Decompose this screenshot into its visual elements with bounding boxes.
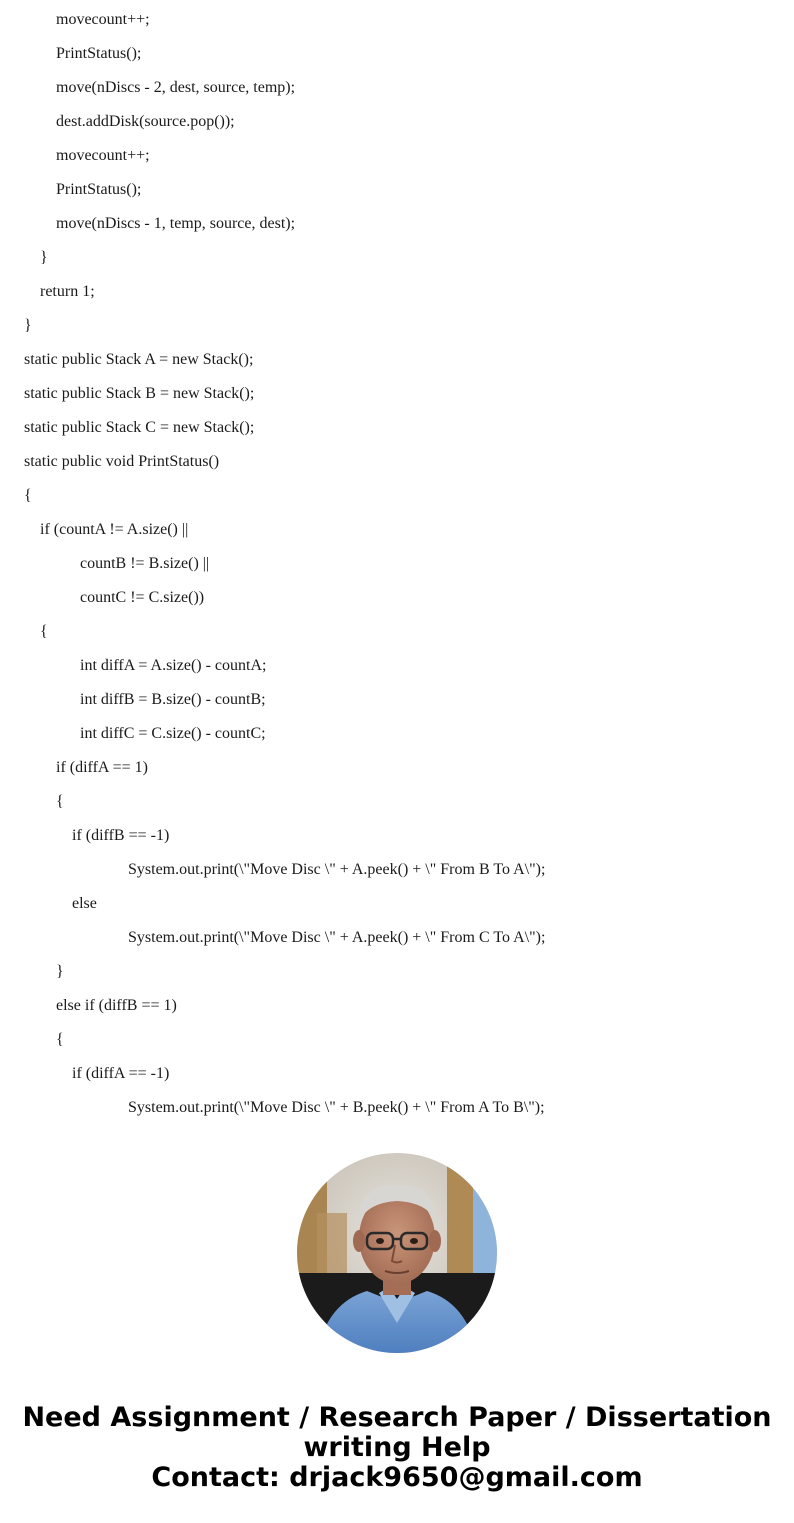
code-line: dest.addDisk(source.pop()); <box>56 113 235 130</box>
author-portrait-image <box>297 1153 497 1353</box>
code-line: return 1; <box>40 283 95 300</box>
code-line: movecount++; <box>56 11 150 28</box>
code-line: if (diffB == -1) <box>72 827 170 844</box>
code-line: countC != C.size()) <box>80 589 205 606</box>
code-line: { <box>56 793 64 810</box>
code-line: if (diffA == -1) <box>72 1065 170 1082</box>
code-line: move(nDiscs - 1, temp, source, dest); <box>56 215 296 232</box>
code-line: } <box>56 963 64 980</box>
code-line: static public Stack C = new Stack(); <box>24 419 255 436</box>
code-line: { <box>40 623 48 640</box>
code-line: PrintStatus(); <box>56 181 142 198</box>
code-line: if (countA != A.size() || <box>40 521 189 538</box>
code-line: int diffB = B.size() - countB; <box>80 691 266 708</box>
contact-banner <box>0 1403 794 1493</box>
promo-contact-line: Contact: drjack9650@gmail.com <box>151 1462 643 1493</box>
promo-line-1: Need Assignment / Research Paper / Dissertation <box>22 1402 772 1433</box>
code-line: movecount++; <box>56 147 150 164</box>
promo-line-2: writing Help <box>303 1432 491 1463</box>
code-line: else <box>72 895 97 912</box>
code-line: System.out.print(\"Move Disc \" + B.peek() + \" From A To B\"); <box>128 1099 545 1116</box>
code-line: if (diffA == 1) <box>56 759 148 776</box>
code-line: PrintStatus(); <box>56 45 142 62</box>
code-line: else if (diffB == 1) <box>56 997 177 1014</box>
code-line: move(nDiscs - 2, dest, source, temp); <box>56 79 296 96</box>
code-line: int diffC = C.size() - countC; <box>80 725 266 742</box>
code-line: System.out.print(\"Move Disc \" + A.peek() + \" From B To A\"); <box>128 861 546 878</box>
code-line: System.out.print(\"Move Disc \" + A.peek() + \" From C To A\"); <box>128 929 546 946</box>
author-photo <box>297 1153 497 1353</box>
code-line: static public Stack B = new Stack(); <box>24 385 255 402</box>
code-line: static public void PrintStatus() <box>24 453 220 470</box>
code-line: int diffA = A.size() - countA; <box>80 657 267 674</box>
code-line: } <box>40 249 48 266</box>
code-line: } <box>24 317 32 334</box>
code-line: { <box>56 1031 64 1048</box>
code-line: { <box>24 487 32 504</box>
code-line: static public Stack A = new Stack(); <box>24 351 254 368</box>
code-listing <box>0 3 794 1125</box>
code-line: countB != B.size() || <box>80 555 210 572</box>
